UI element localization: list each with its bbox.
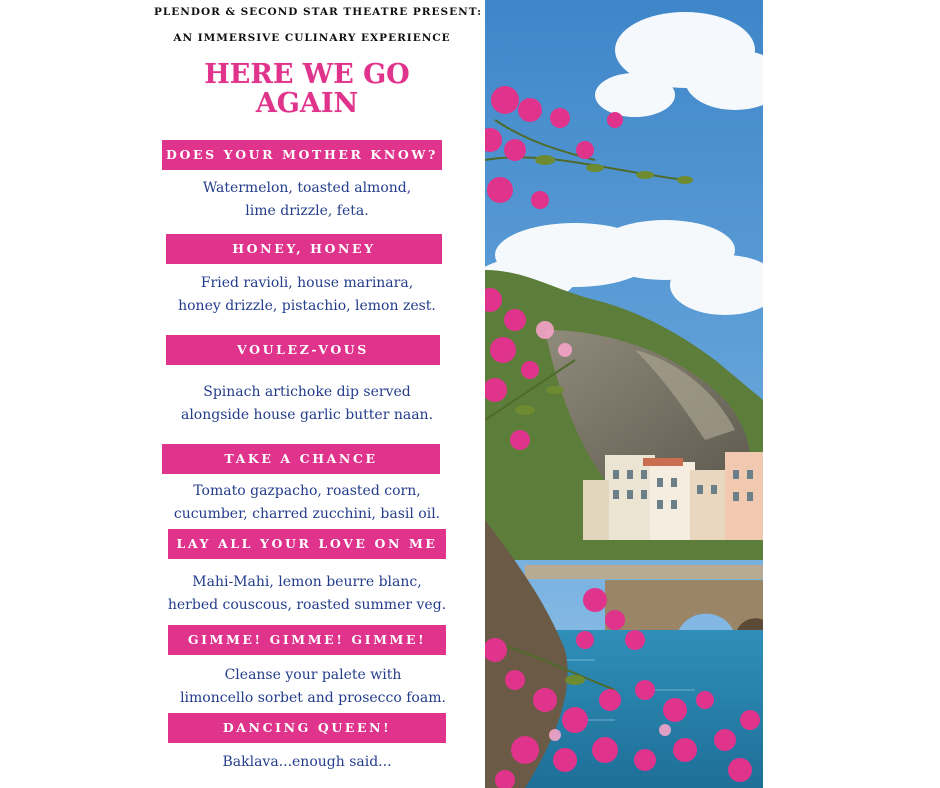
description-line: Mahi-Mahi, lemon beurre blanc, bbox=[192, 574, 422, 590]
description-line: cucumber, charred zucchini, basil oil. bbox=[173, 506, 441, 522]
course-description bbox=[138, 177, 476, 223]
subtitle-line: AN IMMERSIVE CULINARY EXPERIENCE bbox=[173, 32, 451, 44]
course-description bbox=[144, 664, 482, 710]
coastal-photo bbox=[485, 0, 763, 788]
course-description bbox=[138, 480, 476, 526]
description-line: Baklava...enough said... bbox=[222, 754, 392, 770]
course-banner: HONEY, HONEY bbox=[166, 234, 442, 264]
course-description bbox=[138, 751, 476, 774]
course-banner: VOULEZ-VOUS bbox=[166, 335, 440, 365]
title-line-2: AGAIN bbox=[255, 88, 359, 119]
coastal-scene-image bbox=[485, 0, 763, 788]
description-line: Watermelon, toasted almond, bbox=[202, 180, 412, 196]
description-line: herbed couscous, roasted summer veg. bbox=[167, 597, 447, 613]
presenter-line: PLENDOR & SECOND STAR THEATRE PRESENT: bbox=[153, 6, 483, 18]
course-description bbox=[138, 381, 476, 427]
course-banner: TAKE A CHANCE bbox=[162, 444, 440, 474]
description-line: alongside house garlic butter naan. bbox=[180, 407, 434, 423]
description-line: lime drizzle, feta. bbox=[245, 203, 369, 219]
course-banner: LAY ALL YOUR LOVE ON ME bbox=[168, 529, 446, 559]
description-line: Fried ravioli, house marinara, bbox=[200, 275, 414, 291]
description-line: honey drizzle, pistachio, lemon zest. bbox=[178, 298, 436, 314]
course-banner: GIMME! GIMME! GIMME! bbox=[168, 625, 446, 655]
title-line-1: HERE WE GO bbox=[204, 59, 410, 90]
course-description bbox=[138, 571, 476, 617]
description-line: Cleanse your palete with bbox=[224, 667, 402, 683]
course-description bbox=[138, 272, 476, 318]
menu-title bbox=[148, 60, 466, 118]
menu-column bbox=[148, 0, 483, 788]
description-line: Tomato gazpacho, roasted corn, bbox=[193, 483, 421, 499]
description-line: Spinach artichoke dip served bbox=[203, 384, 411, 400]
course-banner: DOES YOUR MOTHER KNOW? bbox=[162, 140, 442, 170]
description-line: limoncello sorbet and prosecco foam. bbox=[180, 690, 446, 706]
course-banner: DANCING QUEEN! bbox=[168, 713, 446, 743]
